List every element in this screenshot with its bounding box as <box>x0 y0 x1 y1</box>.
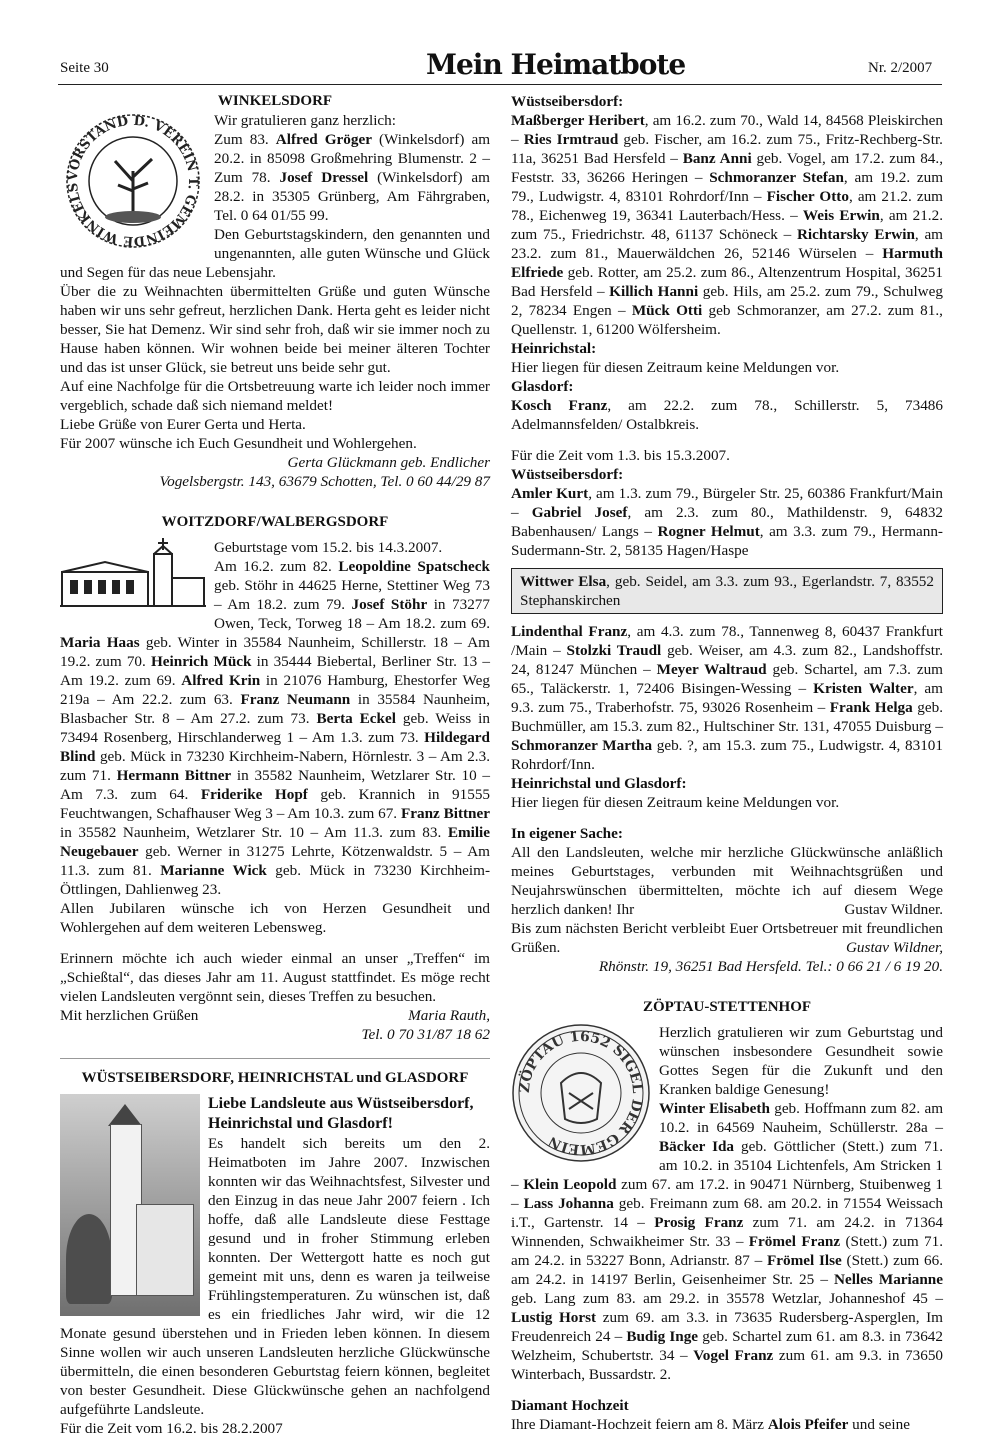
wuestseibersdorf-heading-2: Wüstseibersdorf: <box>511 466 624 483</box>
period-2: Für die Zeit vom 1.3. bis 15.3.2007. <box>511 447 730 464</box>
winkelsdorf-address: Vogelsbergstr. 143, 63679 Schotten, Tel. 0 60 44/29 87 <box>159 473 490 490</box>
wuestseibersdorf-headline: Liebe Landsleute aus Wüstseibersdorf, Heinrichstal und Glasdorf! <box>208 1095 474 1132</box>
heinrichstal-glasdorf-text: Hier liegen für diesen Zeitraum keine Meldungen vor. <box>511 794 840 811</box>
wuestseibersdorf-title: WÜSTSEIBERSDORF, HEINRICHSTAL und GLASDORF <box>81 1070 469 1086</box>
church-drawing-icon <box>60 538 206 615</box>
winkelsdorf-entries: Zum 83. Alfred Gröger (Winkelsdorf) am 20.2. in 85098 Großmehring Blumenstr. 2 – Zum 78. Josef Dressel (Winkelsdorf) am 28.2. in 35305 Grünberg, Am Fährgraben, Tel. 0 64 01/55 99. <box>214 131 491 224</box>
highlight-box: Wittwer Elsa, geb. Seidel, am 3.3. zum 93., Egerlandstr. 7, 83552 Stephanskirchen <box>511 568 943 614</box>
woitzdorf-period: Geburtstage vom 15.2. bis 14.3.2007. <box>214 539 443 556</box>
wuestseibersdorf-period: Für die Zeit vom 16.2. bis 28.2.2007 <box>60 1420 283 1437</box>
wuestseibersdorf-body: Es handelt sich bereits um den 2. Heimatboten im Jahre 2007. Inzwischen konnten wir das Weihnachtsfest, Silvester und den Einzug in das neue Jahr 2007 feiern . Ich hoffe, daß alle Landsleute diese Festtage gesund und in froher Stimmung erleben konnten. Der Wettergott hatte es noch gut gemeint mit uns, denn es waren ja teilweise Frühlingstemperaturen. Zu wünschen ist, daß es ein friedliches Jahr wird, wir die 12 Monate gesund überstehen und in Frieden leben können. In diesem Sinne wollen wir auch unseren Landsleuten herzliche Glückwünsche übermitteln, die einen besonderen Geburtstag feiern können, begleitet von bester Gesundheit. Diese Glückwünsche gehen an nachfolgend aufgeführte Landsleute. <box>60 1135 490 1418</box>
masthead-title: Mein Heimatbote <box>426 48 686 81</box>
church-photo <box>60 1094 200 1316</box>
zoeptau-title: ZÖPTAU-STETTENHOF <box>642 999 812 1015</box>
woitzdorf-wishes: Allen Jubilaren wünsche ich von Herzen Gesundheit und Wohlergehen auf dem weiteren Lebensweg. <box>60 900 490 936</box>
woitzdorf-treffen: Erinnern möchte ich auch wieder einmal an unser „Treffen“ im „Schießtal“, das dieses Jahr am 11. August stattfindet. Es möge recht vielen Landsleuten vergönnt sein, dieses Treffen zu besuchen. <box>60 950 490 1005</box>
own-matter-next: Bis zum nächsten Bericht verbleibt Euer Ortsbetreuer mit freundlichen Grüßen. Gustav Wildner, <box>511 920 943 956</box>
page-number: Seite 30 <box>60 60 109 76</box>
diamant-text: Ihre Diamant-Hochzeit feiern am 8. März Alois Pfeifer und seine <box>511 1416 910 1433</box>
own-matter-text: All den Landsleuten, welche mir herzliche Glückwünsche anläßlich meines Geburtstages, verbunden mit Weihnachtsgrüßen und Neujahrswünschen übermittelten, möchte ich auf diesem Wege herzlich danken! Ihr Gustav Wildner. <box>511 844 943 918</box>
zoeptau-seal-icon <box>511 1023 651 1168</box>
wuestseibersdorf-list-3: Lindenthal Franz, am 4.3. zum 78., Tannenweg 8, 60437 Frankfurt /Main – Stolzki Traudl geb. Weiser, am 4.3. zum 82., Landshoffstr. 24, 81247 München – Meyer Waltraud geb. Schartel, am 7.3. zum 65., Taläckerstr. 1, 72406 Bisingen-Wessing – Kristen Walter, am 9.3. zum 75., Traberhofstr. 75, 93026 Rosenheim – Frank Helga geb. Buchmüller, am 15.3. zum 82., Hultschiner Str. 131, 47055 Duisburg – Schmoranzer Martha geb. ?, am 15.3. zum 75., Ludwigstr. 4, 83101 Rohrdorf/Inn. <box>511 623 944 773</box>
winkelsdorf-letter-3: Liebe Grüße von Eurer Gerta und Herta. <box>60 416 306 433</box>
woitzdorf-entries: Am 16.2. zum 82. Leopoldine Spatscheck geb. Stöhr in 44625 Herne, Stettiner Weg 73 – Am 18.2. zum 79. Josef Stöhr in 73277 Owen, Teck, Torweg 18 – Am 18.2. zum 69. Maria Haas geb. Winter in 35584 Naunheim, Schillerstr. 18 – Am 19.2. zum 70. Heinrich Mück in 35444 Biebertal, Berliner Str. 13 – Am 19.2. zum 69. Alfred Krin in 21076 Hamburg, Ehestorfer Weg 219a – Am 22.2. zum 63. Franz Neumann in 35584 Naunheim, Blasbacher Str. 8 – Am 27.2. zum 73. Berta Eckel geb. Weiss in 73494 Rosenberg, Hirschlanderweg 1 – Am 1.3. zum 73. Hildegard Blind geb. Mück in 73230 Kirchheim-Nabern, Hörnlestr. 3 – Am 2.3. zum 71. Hermann Bittner in 35582 Naunheim, Wetzlarer Str. 10 – Am 7.3. zum 64. Friderike Hopf geb. Krannich in 91555 Feuchtwangen, Schafhauser Weg 3 – Am 10.3. zum 67. Franz Bittner in 35582 Naunheim, Wetzlarer Str. 10 – Am 11.3. zum 83. Emilie Neugebauer geb. Werner in 31275 Lehrte, Kötzenwaldstr. 5 – Am 11.3. zum 81. Marianne Wick geb. Mück in 73230 Kirchheim-Öttlingen, Dahlienweg 23. <box>60 558 491 898</box>
zoeptau-intro: Herzlich gratulieren wir zum Geburtstag und wünschen insbesondere Gesundheit sowie Gottes Segen für die Zukunft und den Kranken baldige Genesung! <box>659 1024 943 1098</box>
section-divider <box>60 1058 490 1059</box>
glasdorf-heading: Glasdorf: <box>511 378 574 395</box>
seal-lettering: VORSTAND D. VEREIN T. GEMEINDE WINKELS <box>65 113 201 249</box>
wuestseibersdorf-heading: Wüstseibersdorf: <box>511 93 624 110</box>
woitzdorf-title: WOITZDORF/WALBERGSDORF <box>161 514 389 530</box>
woitzdorf-phone: Tel. 0 70 31/87 18 62 <box>361 1026 490 1043</box>
winkelsdorf-wishes: Den Geburtstagskindern, den genannten und ungenannten, alle guten Wünsche und Glück und Segen für das neue Lebensjahr. <box>60 226 490 281</box>
heinrichstal-text: Hier liegen für diesen Zeitraum keine Meldungen vor. <box>511 359 840 376</box>
zoeptau-seal-lettering: ZÖPTAU 1652 SIGEL DER GEMEIN <box>516 1028 646 1158</box>
right-column <box>511 92 943 1434</box>
zoeptau-entries: Winter Elisabeth geb. Hoffmann zum 82. am 10.2. in 64569 Nauheim, Schüllerstr. 28a – Bäcker Ida geb. Göttlicher (Stett.) zum 71. am 10.2. in 35104 Lichtenfels, Am Stricken 1 – Klein Leopold zum 67. am 17.2. in 90471 Nürnberg, Stuibenweg 1 – Lass Johanna geb. Freimann zum 68. am 20.2. in 71554 Weissach i.T., Gartenstr. 14 – Prosig Franz zum 71. am 24.2. in 71364 Winnenden, Schwaikheimer Str. 33 – Frömel Franz (Stett.) zum 71. am 24.2. in 53227 Bonn, Adrianstr. 87 – Frömel Ilse (Stett.) zum 66. am 24.2. in 14197 Berlin, Geisenheimer Str. 25 – Nelles Marianne geb. Lang zum 83. am 29.2. in 35578 Wetzlar, Johanneshof 45 – Lustig Horst zum 69. am 3.3. in 73635 Rudersberg-Asperglen, Im Freudenreich 24 – Budig Inge geb. Schartel zum 61. am 8.3. in 73642 Welzheim, Schubertstr. 34 – Vogel Franz zum 61. am 9.3. in 73650 Winterbach, Bussardstr. 2. <box>511 1100 944 1383</box>
header-rule <box>58 84 942 85</box>
issue-number: Nr. 2/2007 <box>868 60 933 76</box>
winkelsdorf-seal-icon <box>60 111 206 256</box>
winkelsdorf-intro: Wir gratulieren ganz herzlich: <box>214 112 396 129</box>
heinrichstal-heading: Heinrichstal: <box>511 340 597 357</box>
left-column <box>60 92 490 1438</box>
woitzdorf-signature: Maria Rauth, <box>408 1007 490 1024</box>
winkelsdorf-signature: Gerta Glückmann geb. Endlicher <box>287 454 490 471</box>
winkelsdorf-letter: Über die zu Weihnachten übermittelten Grüße und guten Wünsche haben wir uns sehr gefreut, herzlichen Dank. Herta geht es leider nicht besser, Sie hat Demenz. Wir sind sehr froh, daß wir sie immer noch zu Hause haben können. Wir wohnen beide bei meiner älteren Tochter und das ist unser Glück, sie betreut uns beide sehr gut. <box>60 283 490 376</box>
glasdorf-entry: Kosch Franz, am 22.2. zum 78., Schillerstr. 5, 73486 Adelmannsfelden/ Ostalbkreis. <box>511 397 943 433</box>
winkelsdorf-letter-2: Auf eine Nachfolge für die Ortsbetreuung warte ich leider noch immer vergeblich, schade daß sich niemand meldet! <box>60 378 490 414</box>
wuestseibersdorf-list-2: Amler Kurt, am 1.3. zum 79., Bürgeler Str. 25, 60386 Frankfurt/Main – Gabriel Josef, am 2.3. zum 80., Mathildenstr. 9, 64832 Babenhausen/ Langs – Rogner Helmut, am 3.3. zum 79., Hermann-Sudermann-Str. 2, 58135 Hagen/Haspe <box>511 485 944 559</box>
wuestseibersdorf-list-1: Maßberger Heribert, am 16.2. zum 70., Wald 14, 84568 Pleiskirchen – Ries Irmtraud geb. Fischer, am 16.2. zum 75., Fritz-Rechberg-Str. 11a, 36251 Bad Hersfeld – Banz Anni geb. Vogel, am 17.2. zum 84., Feststr. 33, 36266 Heringen – Schmoranzer Stefan, am 19.2. zum 79., Ludwigstr. 4, 83101 Rohrdorf/Inn – Fischer Otto, am 21.2. zum 78., Eichenweg 19, 36341 Lauterbach/Hess. – Weis Erwin, am 21.2. zum 75., Friedrichstr. 48, 61137 Schöneck – Richtarsky Erwin, am 23.2. zum 81., Mauerwäldchen 26, 52146 Würselen – Harmuth Elfriede geb. Rotter, am 25.2. zum 86., Altenzentrum Hospital, 36251 Bad Hersfeld – Killich Hanni geb. Hils, am 25.2. zum 79., Schulweg 2, 78234 Engen – Mück Otti geb Schmoranzer, am 27.2. zum 81., Quellenstr. 1, 61200 Wölfersheim. <box>511 112 944 338</box>
winkelsdorf-letter-4: Für 2007 wünsche ich Euch Gesundheit und Wohlergehen. <box>60 435 417 452</box>
winkelsdorf-title: WINKELSDORF <box>217 93 333 109</box>
own-matter-heading: In eigener Sache: <box>511 825 623 842</box>
diamant-heading: Diamant Hochzeit <box>511 1397 629 1414</box>
heinrichstal-glasdorf-heading: Heinrichstal und Glasdorf: <box>511 775 687 792</box>
own-matter-address: Rhönstr. 19, 36251 Bad Hersfeld. Tel.: 0 66 21 / 6 19 20. <box>598 958 943 975</box>
woitzdorf-greeting: Mit herzlichen Grüßen Maria Rauth, <box>60 1007 490 1024</box>
